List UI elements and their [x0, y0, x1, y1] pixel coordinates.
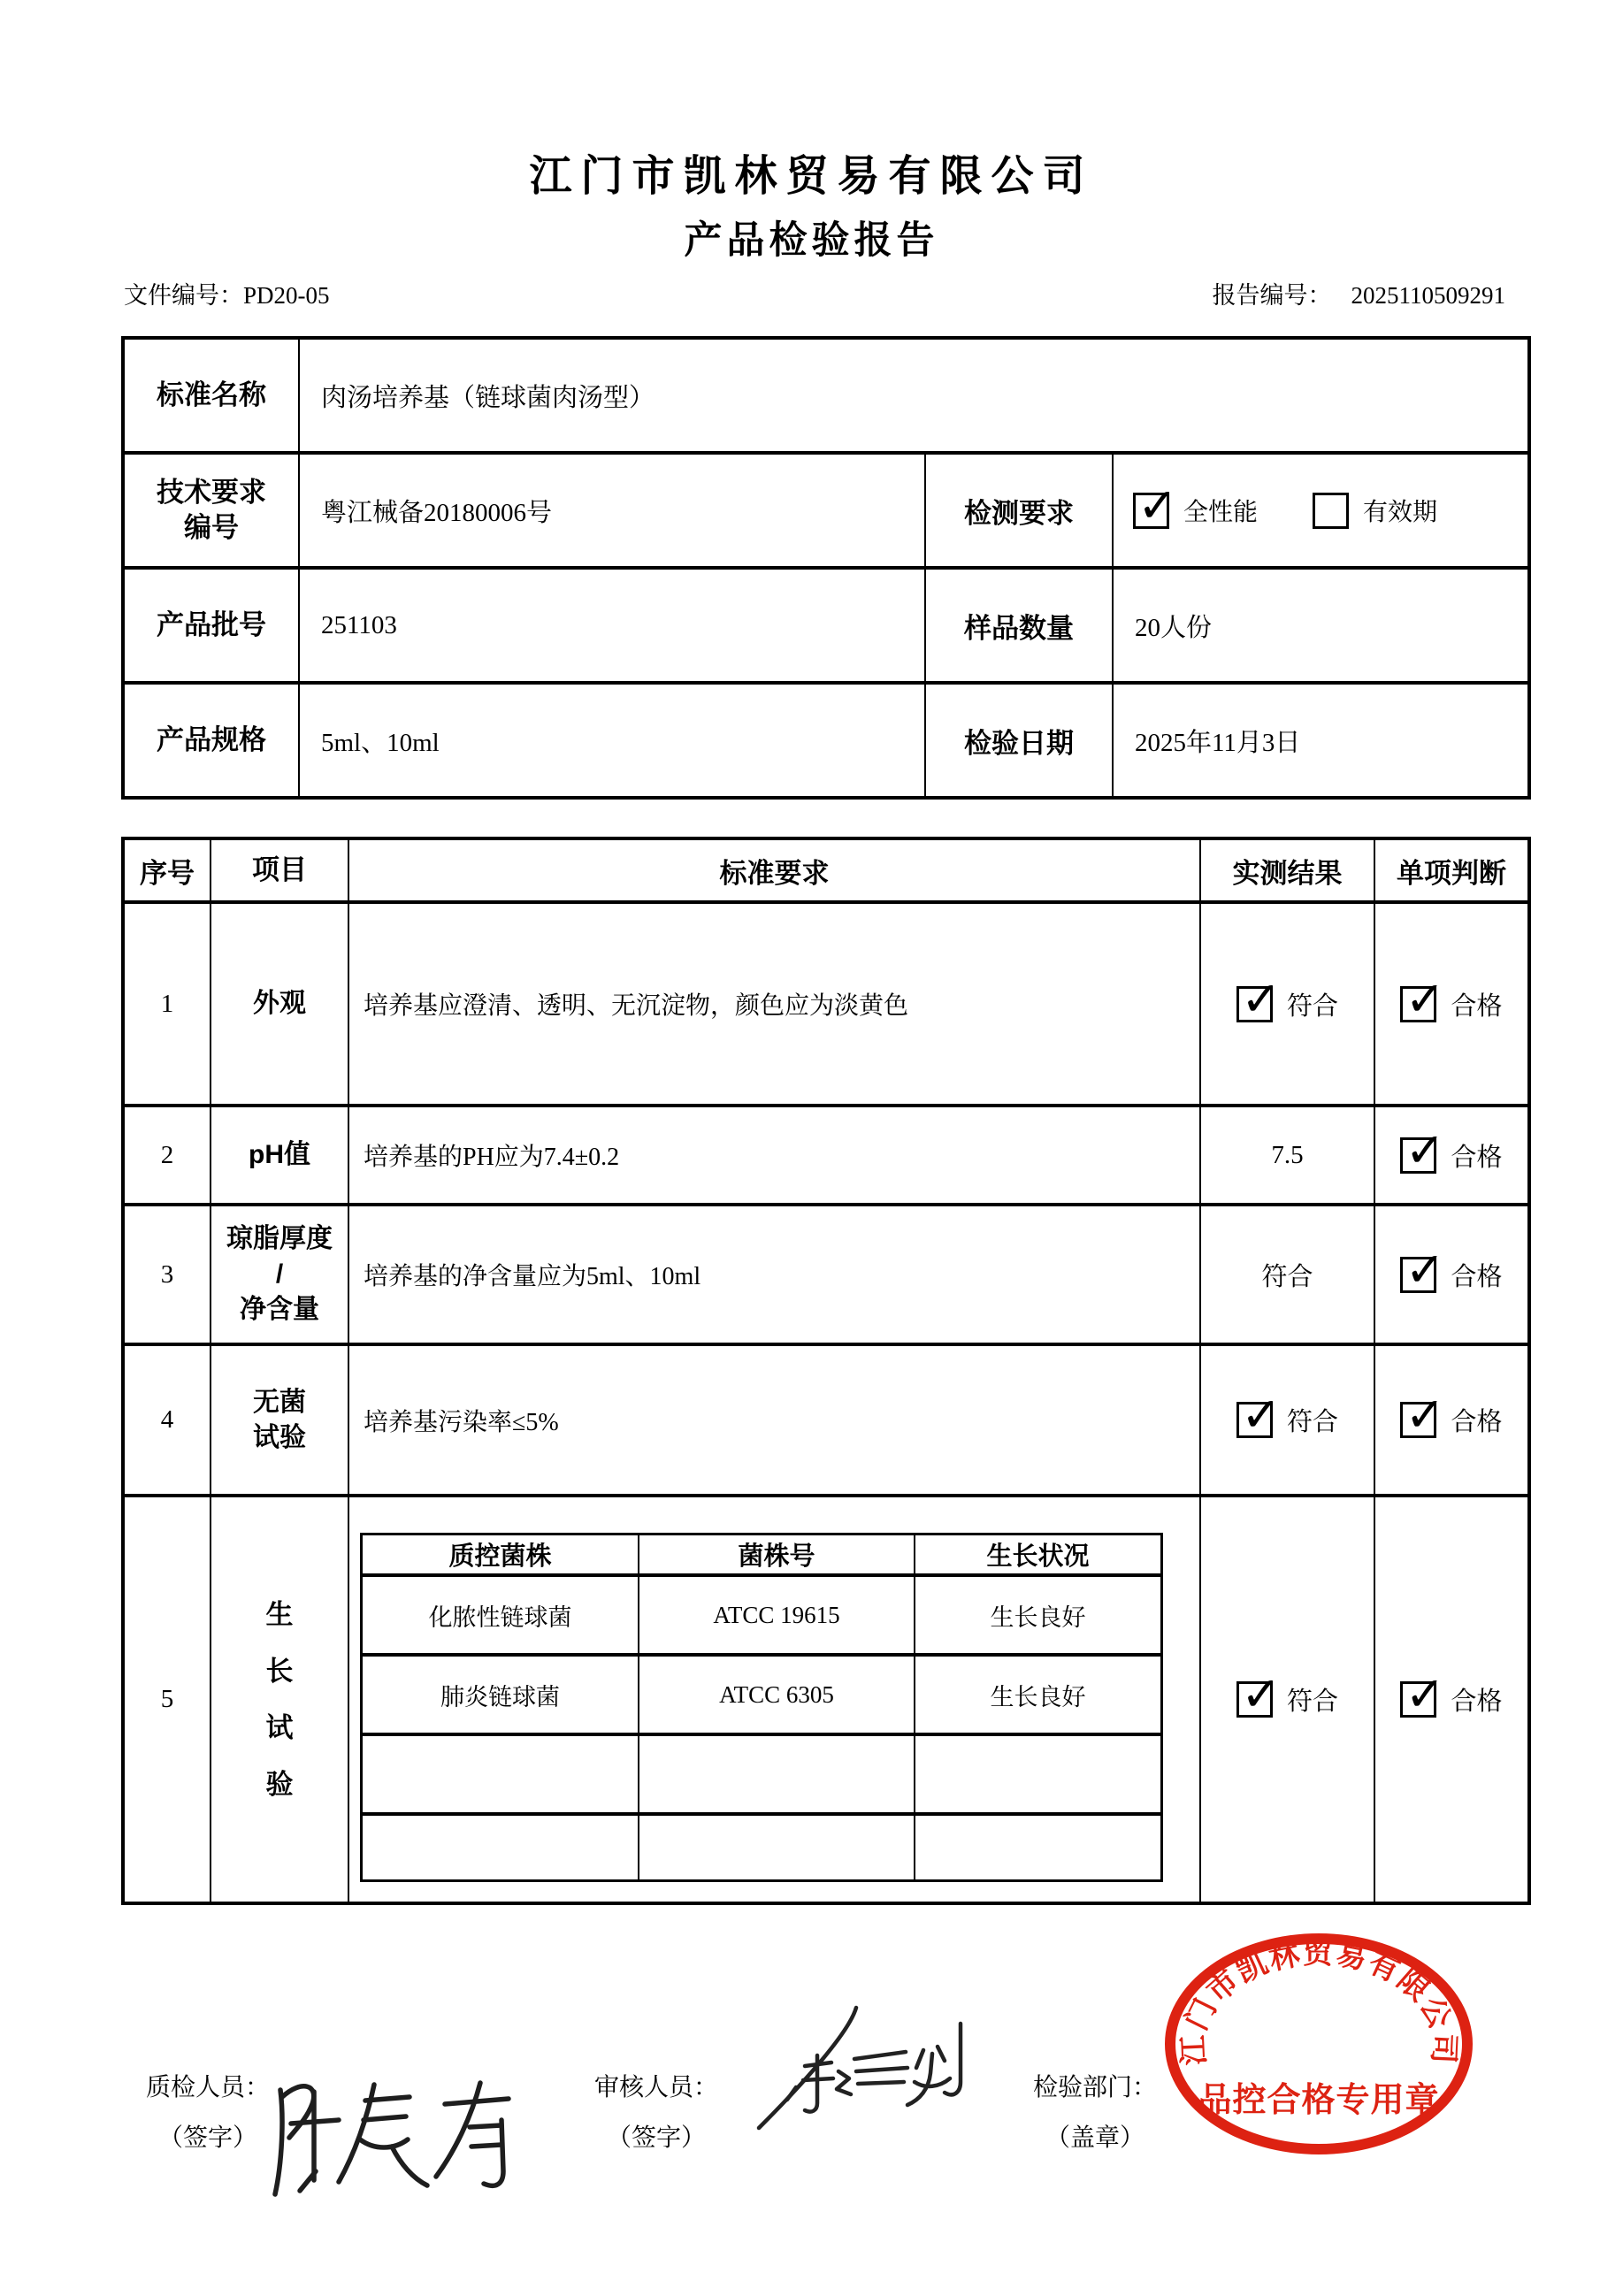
row5-item-vertical-text [266, 1587, 294, 1813]
check-mark-icon: ✓ [1405, 1666, 1445, 1722]
document-numbers-row [124, 276, 1505, 310]
row3-judgement [1375, 1206, 1527, 1343]
row2-no: 2 [125, 1107, 211, 1203]
growth-header-strain-no: 菌株号 [639, 1535, 915, 1573]
row5-item-char1: 生 [265, 1598, 294, 1630]
row5-item-char3: 试 [265, 1711, 294, 1743]
table-row-growth-test [125, 1494, 1527, 1902]
growth-row4-strain-no [639, 1816, 915, 1879]
header-judgement: 单项判断 [1397, 857, 1506, 889]
growth-row2-strain: 肺炎链球菌 [363, 1657, 639, 1733]
check-mark-icon: ✓ [1405, 1387, 1445, 1443]
table-row-ph [125, 1104, 1527, 1203]
row4-requirement: 培养基污染率≤5% [349, 1346, 1201, 1494]
checkbox-full-performance[interactable] [1133, 477, 1178, 533]
tech-requirement-row [125, 451, 1527, 566]
row4-judgement [1375, 1346, 1527, 1494]
row3-result-text: 符合 [1261, 1262, 1313, 1291]
row3-judgement-text: 合格 [1451, 1262, 1503, 1291]
row2-item: pH值 [211, 1107, 349, 1203]
qc-staff-label [146, 2063, 270, 2163]
growth-row-2 [363, 1653, 1160, 1733]
qc-label-line2: （签字） [158, 2124, 258, 2152]
row5-result [1201, 1497, 1375, 1902]
growth-header-status: 生长状况 [986, 1542, 1090, 1571]
row2-result-text: 7.5 [1271, 1140, 1304, 1169]
row3-item-line2: / [275, 1259, 284, 1289]
checkbox-row1-result[interactable] [1236, 970, 1282, 1027]
inspection-dept-label [1033, 2063, 1157, 2163]
tech-req-label-line2: 编号 [184, 512, 239, 543]
test-req-options [1114, 455, 1527, 566]
reviewer-label-line2: （签字） [607, 2124, 707, 2152]
table-row-net-content [125, 1203, 1527, 1343]
row1-no: 1 [125, 904, 211, 1104]
growth-row2-status: 生长良好 [990, 1683, 1086, 1711]
row5-item-char4: 验 [265, 1768, 294, 1800]
dept-label-line2: （盖章） [1045, 2124, 1145, 2152]
row1-judgement-text: 合格 [1451, 991, 1503, 1021]
report-title: 产品检验报告 [684, 219, 939, 262]
reviewer-label [594, 2063, 718, 2163]
tech-req-label [125, 455, 300, 566]
doc-no-value: PD20-05 [243, 282, 330, 309]
growth-row1-status: 生长良好 [990, 1603, 1086, 1631]
tech-req-label-line1: 技术要求 [157, 477, 266, 508]
checkbox-row5-result[interactable] [1236, 1666, 1282, 1722]
company-title: 江门市凯林贸易有限公司 [529, 153, 1094, 200]
row1-result-text: 符合 [1286, 991, 1338, 1021]
test-date-label: 检验日期 [926, 685, 1114, 796]
row4-item [211, 1346, 349, 1494]
result-table-header [125, 840, 1527, 900]
row5-no: 5 [125, 1497, 211, 1902]
batch-label: 产品批号 [125, 570, 300, 681]
sample-qty-value: 20人份 [1135, 613, 1213, 642]
growth-row-4 [363, 1812, 1160, 1879]
test-date-value: 2025年11月3日 [1135, 728, 1301, 757]
growth-row-3 [363, 1733, 1160, 1812]
check-mark-icon: ✓ [1240, 1387, 1282, 1443]
row5-result-text: 符合 [1286, 1688, 1338, 1716]
product-info-table [121, 336, 1531, 800]
row4-item-line2: 试验 [253, 1422, 306, 1452]
row2-requirement: 培养基的PH应为7.4±0.2 [349, 1107, 1201, 1203]
option-validity-group [1313, 493, 1437, 529]
growth-row4-status [915, 1816, 1160, 1879]
company-stamp [1160, 1928, 1478, 2163]
checkbox-row4-result[interactable] [1236, 1387, 1282, 1443]
row1-requirement: 培养基应澄清、透明、无沉淀物，颜色应为淡黄色 [349, 904, 1201, 1104]
row3-result [1201, 1206, 1375, 1343]
checkbox-row5-judgement[interactable] [1400, 1666, 1445, 1722]
header-item: 项目 [211, 840, 349, 900]
header-requirement: 标准要求 [349, 840, 1201, 900]
check-mark-icon: ✓ [1240, 970, 1282, 1027]
row5-judgement [1375, 1497, 1527, 1902]
growth-test-table [360, 1533, 1163, 1882]
row5-requirement [349, 1497, 1201, 1902]
inspection-result-table [121, 837, 1531, 1905]
report-no [1213, 276, 1506, 310]
table-row-appearance [125, 900, 1527, 1104]
batch-row [125, 566, 1527, 681]
growth-header-strain: 质控菌株 [363, 1535, 639, 1573]
check-mark-icon: ✓ [1405, 1241, 1445, 1297]
checkbox-validity[interactable] [1313, 493, 1349, 529]
standard-name-row [125, 340, 1527, 451]
option-full-performance-label: 全性能 [1183, 499, 1259, 526]
reviewer-label-line1: 审核人员： [594, 2074, 719, 2101]
stamp-bottom-text: 品控合格专用章 [1198, 2082, 1440, 2119]
growth-table-header [363, 1535, 1160, 1573]
row1-item: 外观 [211, 904, 349, 1104]
report-no-label: 报告编号： [1212, 282, 1332, 309]
check-mark-icon: ✓ [1137, 477, 1178, 533]
spec-value: 5ml、10ml [300, 685, 926, 796]
check-mark-icon: ✓ [1405, 1121, 1445, 1178]
table-row-sterility [125, 1343, 1527, 1494]
row2-result [1201, 1107, 1375, 1203]
growth-row3-status [915, 1736, 1160, 1812]
batch-value: 251103 [300, 570, 926, 681]
header-result: 实测结果 [1201, 840, 1375, 900]
row4-item-line1: 无菌 [253, 1387, 306, 1417]
stamp-arc-text: 江门市凯林贸易有限公司 [1176, 1936, 1461, 2067]
row3-requirement: 培养基的净含量应为5ml、10ml [349, 1206, 1201, 1343]
spec-row [125, 681, 1527, 796]
row5-item-char2: 长 [265, 1655, 294, 1687]
row5-item [211, 1497, 349, 1902]
growth-row1-strain-no: ATCC 19615 [639, 1577, 915, 1653]
header-no: 序号 [125, 840, 211, 900]
doc-no [124, 276, 330, 310]
row3-item [211, 1206, 349, 1343]
row1-result [1201, 904, 1375, 1104]
qc-label-line1: 质检人员： [146, 2074, 271, 2101]
growth-row3-strain [363, 1736, 639, 1812]
checkbox-row4-judgement[interactable] [1400, 1387, 1445, 1443]
sample-qty-label: 样品数量 [926, 570, 1114, 681]
option-validity-label: 有效期 [1363, 499, 1438, 526]
checkbox-row1-judgement[interactable] [1400, 970, 1445, 1027]
row4-judgement-text: 合格 [1451, 1408, 1503, 1436]
row4-no: 4 [125, 1346, 211, 1494]
checkbox-row3-judgement[interactable] [1400, 1241, 1445, 1297]
spec-label: 产品规格 [125, 685, 300, 796]
check-mark-icon: ✓ [1405, 970, 1445, 1027]
qc-signature [261, 2065, 526, 2220]
row1-judgement [1375, 904, 1527, 1104]
row2-judgement-text: 合格 [1451, 1143, 1503, 1172]
growth-row2-strain-no: ATCC 6305 [639, 1657, 915, 1733]
row4-result [1201, 1346, 1375, 1494]
row4-result-text: 符合 [1286, 1408, 1338, 1436]
standard-name-value: 肉汤培养基（链球菌肉汤型） [321, 383, 655, 412]
row3-item-line3: 净含量 [240, 1295, 319, 1324]
checkbox-row2-judgement[interactable] [1400, 1121, 1445, 1178]
reviewer-signature [750, 2001, 971, 2133]
standard-name-label: 标准名称 [125, 340, 300, 451]
row5-judgement-text: 合格 [1451, 1688, 1503, 1716]
growth-row-1 [363, 1573, 1160, 1653]
row3-no: 3 [125, 1206, 211, 1343]
test-req-label: 检测要求 [926, 455, 1114, 566]
row2-judgement [1375, 1107, 1527, 1203]
doc-no-label: 文件编号： [124, 282, 243, 309]
check-mark-icon: ✓ [1240, 1666, 1282, 1722]
dept-label-line1: 检验部门： [1033, 2074, 1158, 2101]
tech-req-value: 粤江械备20180006号 [300, 455, 926, 566]
growth-row4-strain [363, 1816, 639, 1879]
report-no-value: 2025110509291 [1351, 282, 1505, 309]
growth-row3-strain-no [639, 1736, 915, 1812]
row3-item-line1: 琼脂厚度 [226, 1224, 333, 1253]
growth-row1-strain: 化脓性链球菌 [363, 1577, 639, 1653]
